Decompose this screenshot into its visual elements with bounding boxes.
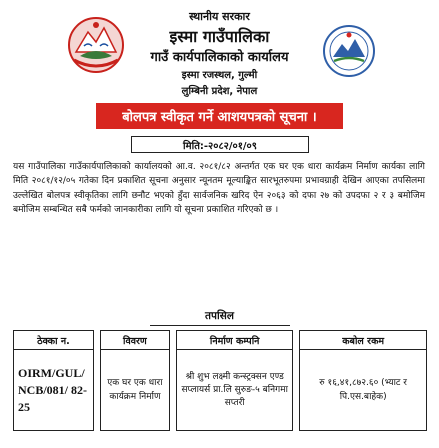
header-province: लुम्बिनी प्रदेश, नेपाल <box>181 86 258 97</box>
column-gap <box>293 331 300 350</box>
column-gap <box>170 350 177 431</box>
column-gap <box>293 350 300 431</box>
column-gap <box>93 331 100 350</box>
notice-body-text: यस गाउँपालिका गाउँकार्यपालिकाको कार्यालयको आ.व. २०८१/८२ अन्तर्गत एक घर एक धारा कार्यक्रम निर्माण कार्यका लागि मिति २०८१/१२/०५ गतेका दिन प्रकाशित सूचना अनुसार न्यूनतम मूल्याङ्कित सारभूतरुपमा प्रभावग्राही देखिन आएका तपसिलमा उल्लेखित बोलपत्र स्वीकृतिका लागि छनौट भएको हुँदा सार्वजनिक खरिद ऐन २०६३ को दफा २७ को उपदफा २ र ३ बमोजिम बमोजिम सम्बन्धित सबै फर्मको जानकारीका लागि यो सूचना प्रकाशित गरिएको छ । <box>13 162 425 215</box>
column-header-bid-amount: कबोल रकम <box>300 331 427 350</box>
description-cell: एक घर एक धारा कार्यक्रम निर्माण <box>100 350 169 431</box>
table-header-row <box>14 331 427 350</box>
contract-number-cell: OIRM/GUL/ NCB/081/ 82-25 <box>14 350 94 431</box>
notice-date: मिति:-२०८२/०१/०९ <box>131 136 309 153</box>
column-header-contract-no: ठेक्का न. <box>14 331 94 350</box>
header-municipality-name: इस्मा गाउँपालिका <box>169 27 270 46</box>
header-local-government: स्थानीय सरकार <box>189 10 250 23</box>
construction-company-cell: श्री शुभ लक्ष्मी कन्स्ट्रक्सन एण्ड सप्लायर्स प्रा.लि सुरुङ-५ बनिगमा सप्तरी <box>176 350 293 431</box>
column-header-construction-company: निर्माण कम्पनि <box>176 331 293 350</box>
notice-title-banner: बोलपत्र स्वीकृत गर्ने आशयपत्रको सूचना । <box>96 103 343 129</box>
details-heading: तपसिल <box>205 310 234 322</box>
table-row <box>14 350 427 431</box>
column-gap <box>170 331 177 350</box>
details-heading-underline <box>150 325 290 326</box>
header-office-name: गाउँ कार्यपालिकाको कार्यालय <box>150 50 289 65</box>
column-header-description: विवरण <box>100 331 169 350</box>
contract-details-table <box>13 330 427 431</box>
column-gap <box>93 350 100 431</box>
bid-amount-cell: रु १६,४१,८७२.६० (भ्याट र पि.एस.बाहेक) <box>300 350 427 431</box>
header-address: इस्मा रजस्थल, गुल्मी <box>181 70 258 81</box>
